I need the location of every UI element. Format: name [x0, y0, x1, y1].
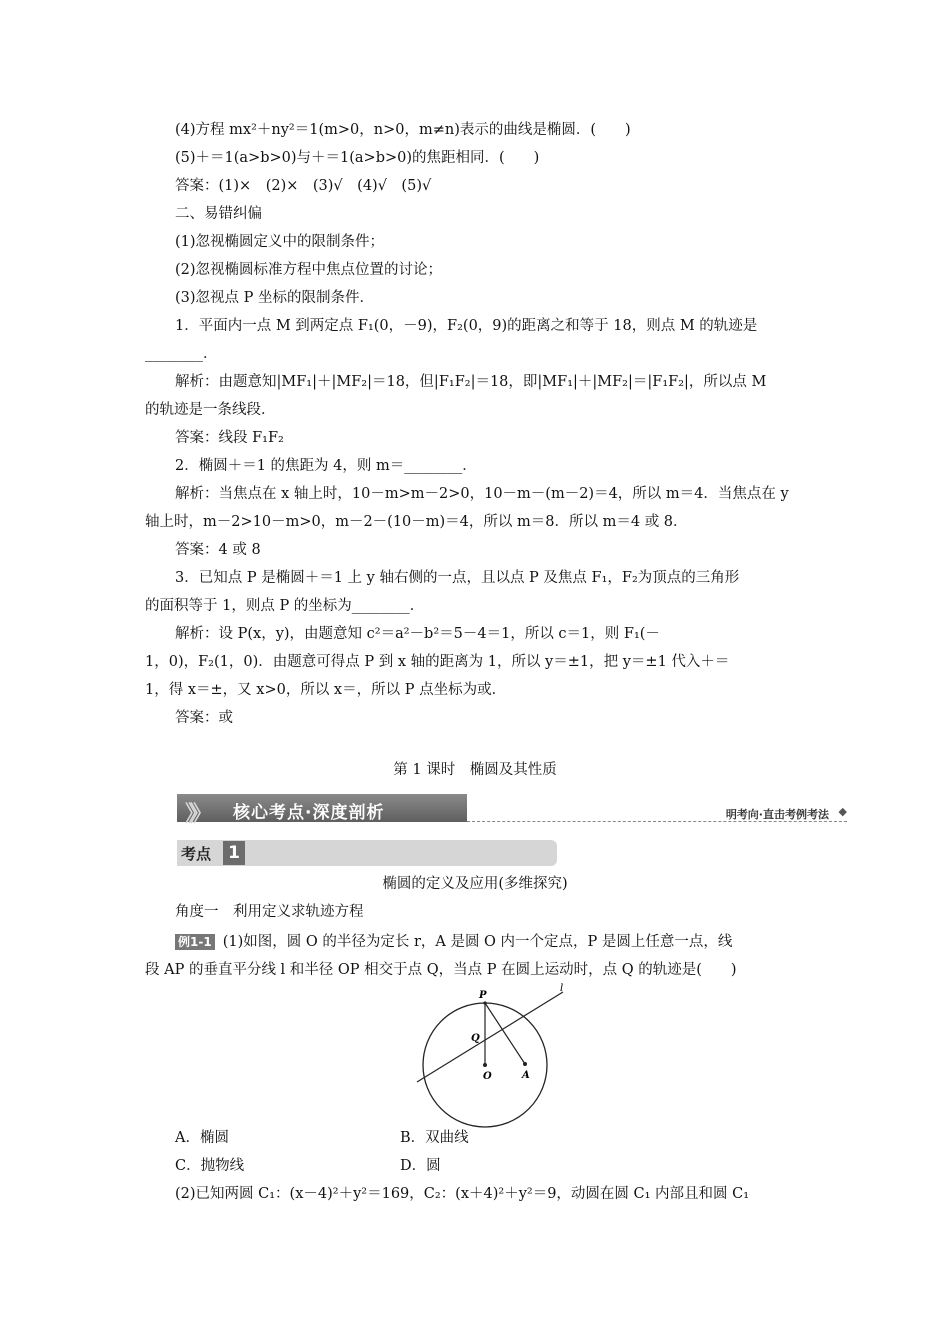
example-text: (1)如图，圆 O 的半径为定长 r，A 是圆 O 内一个定点，P 是圆上任意一点，线 — [222, 934, 733, 950]
pitfall-2: (2)忽视椭圆标准方程中焦点位置的讨论； — [175, 262, 443, 278]
problem-1: 1．平面内一点 M 到两定点 F₁(0，－9)，F₂(0，9)的距离之和等于 18，则点 M 的轨迹是 — [175, 318, 758, 334]
problem-3: 3．已知点 P 是椭圆＋＝1 上 y 轴右侧的一点，且以点 P 及焦点 F₁，F₂为顶点的三角形 — [175, 570, 740, 586]
solution-1-cont: 的轨迹是一条线段． — [145, 402, 276, 418]
answer-3: 答案：或 — [175, 710, 233, 726]
solution-3-cont: 1，0)，F₂(1，0)．由题意可得点 P 到 x 轴的距离为 1，所以 y＝±1，把 y＝±1 代入＋＝ — [145, 654, 730, 670]
solution-2: 解析：当焦点在 x 轴上时，10－m>m－2>0，10－m－(m－2)＝4，所以 m＝4．当焦点在 y — [175, 486, 789, 502]
statement-5: (5)＋＝1(a>b>0)与＋＝1(a>b>0)的焦距相同．( ) — [175, 150, 540, 166]
answer-line: 答案：(1)× (2)× (3)√ (4)√ (5)√ — [175, 178, 432, 194]
answer-2: 答案：4 或 8 — [175, 542, 261, 558]
option-c: C．抛物线 — [175, 1158, 245, 1174]
option-b: B．双曲线 — [400, 1130, 469, 1146]
label-P: P — [479, 990, 487, 1001]
banner-background — [177, 794, 467, 827]
label-O: O — [483, 1071, 492, 1082]
example-part-2: (2)已知两圆 C₁：(x－4)²＋y²＝169，C₂：(x＋4)²＋y²＝9，动圆在圆 C₁ 内部且和圆 C₁ — [175, 1186, 750, 1202]
perpendicular-bisector-l — [417, 992, 563, 1082]
problem-3-cont: 的面积等于 1，则点 P 的坐标为________． — [145, 598, 425, 614]
solution-2-cont: 轴上时，m－2>10－m>0，m－2－(10－m)＝4，所以 m＝8．所以 m＝4 或 8． — [145, 514, 688, 530]
section-heading: 二、易错纠偏 — [175, 206, 262, 222]
lesson-title: 第 1 课时 椭圆及其性质 — [393, 762, 557, 778]
point-P-dot — [483, 1001, 486, 1004]
pitfall-3: (3)忽视点 P 坐标的限制条件． — [175, 290, 375, 306]
angle-heading: 角度一 利用定义求轨迹方程 — [175, 904, 364, 920]
topic-title: 椭圆的定义及应用(多维探究) — [382, 876, 568, 892]
segment-AP — [485, 1003, 525, 1064]
pitfall-1: (1)忽视椭圆定义中的限制条件； — [175, 234, 385, 250]
example-text-cont: 段 AP 的垂直平分线 l 和半径 OP 相交于点 Q，当点 P 在圆上运动时，点 Q 的轨迹是( ) — [145, 962, 737, 978]
answer-1: 答案：线段 F₁F₂ — [175, 430, 284, 446]
kaodian-bar — [177, 840, 557, 866]
label-A: A — [522, 1070, 530, 1081]
kaodian-number: 1 — [223, 841, 245, 865]
point-O-dot — [483, 1063, 487, 1067]
section-banner — [177, 792, 847, 827]
kaodian-label: 考点 — [181, 845, 212, 863]
option-d: D．圆 — [400, 1158, 441, 1174]
solution-3: 解析：设 P(x，y)，由题意知 c²＝a²－b²＝5－4＝1，所以 c＝1，则 F₁(－ — [175, 626, 660, 642]
problem-2: 2．椭圆＋＝1 的焦距为 4，则 m＝________． — [175, 458, 477, 474]
chevron-icon: 》》 — [185, 802, 207, 827]
banner-subtitle: 明考向·直击考例考法 — [725, 808, 829, 821]
problem-1-blank: ________． — [145, 346, 218, 362]
example-tag: 例1-1 — [175, 934, 215, 950]
statement-4: (4)方程 mx²＋ny²＝1(m>0，n>0，m≠n)表示的曲线是椭圆．( ) — [175, 122, 631, 138]
label-Q: Q — [471, 1033, 480, 1044]
example-1-1 — [175, 932, 835, 952]
point-A-dot — [523, 1062, 527, 1066]
circle-figure — [405, 955, 585, 1130]
banner-title: 核心考点·深度剖析 — [233, 803, 385, 823]
option-a: A．椭圆 — [175, 1130, 229, 1146]
solution-1: 解析：由题意知|MF₁|＋|MF₂|＝18，但|F₁F₂|＝18，即|MF₁|＋|MF₂|＝|F₁F₂|，所以点 M — [175, 374, 767, 390]
label-l: l — [560, 983, 564, 994]
solution-3-cont2: 1，得 x＝±，又 x>0，所以 x＝，所以 P 点坐标为或． — [145, 682, 507, 698]
diamond-icon: ◆ — [838, 805, 847, 818]
